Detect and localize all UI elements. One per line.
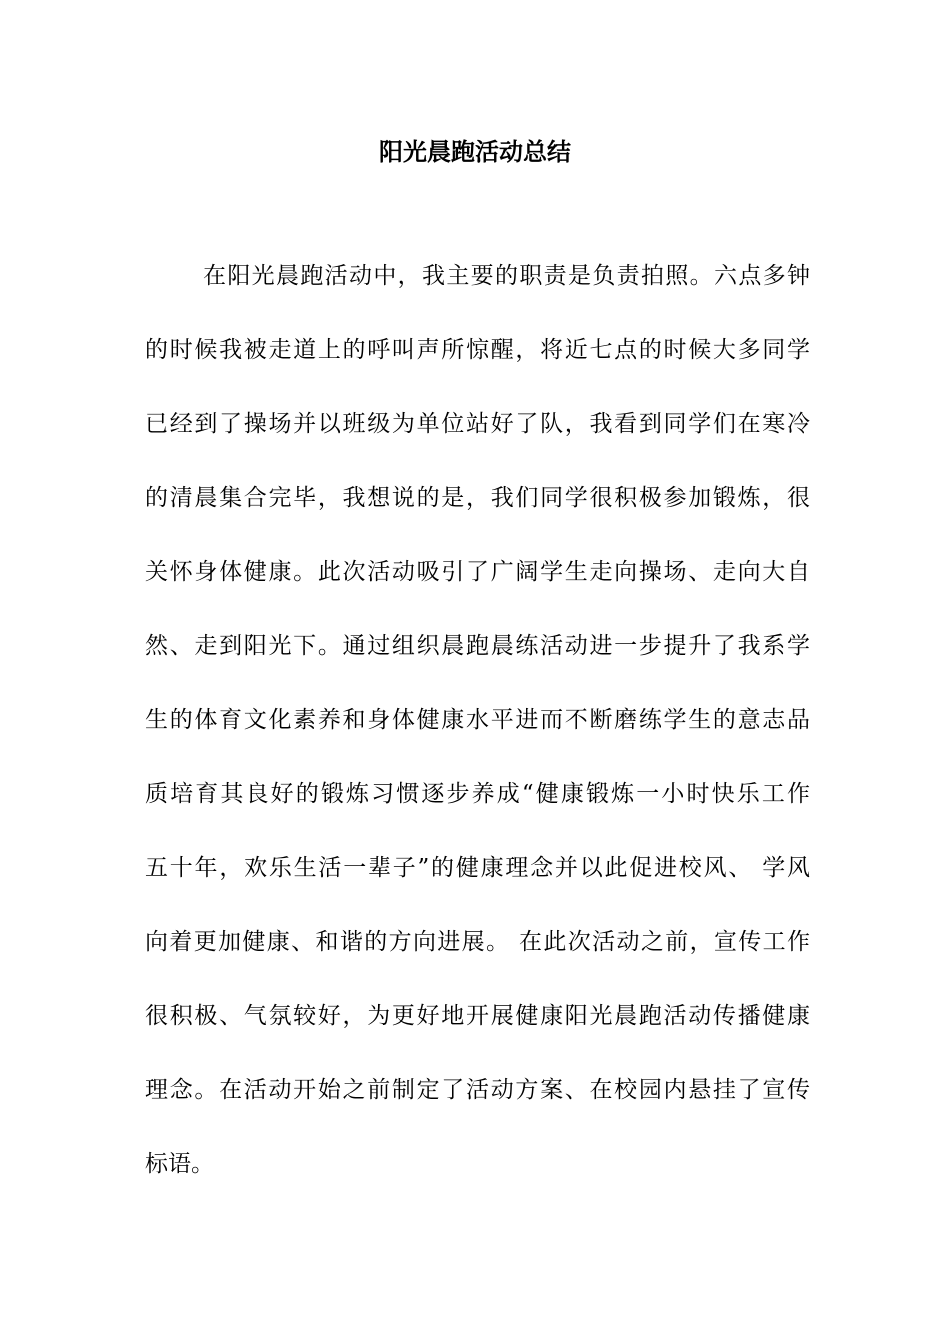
- body-line: 关怀身体健康。此次活动吸引了广阔学生走向操场、走向大自: [145, 559, 810, 585]
- body-line: 标语。: [145, 1151, 214, 1177]
- body-line: 的时候我被走道上的呼叫声所惊醒，将近七点的时候大多同学: [145, 337, 810, 363]
- body-line: 向着更加健康、和谐的方向进展。 在此次活动之前，宣传工作: [145, 929, 810, 955]
- body-line: 理念。在活动开始之前制定了活动方案、在校园内悬挂了宣传: [145, 1077, 810, 1103]
- document-title: 阳光晨跑活动总结: [379, 137, 571, 166]
- body-line: 在阳光晨跑活动中，我主要的职责是负责拍照。六点多钟: [203, 263, 810, 289]
- body-line: 的清晨集合完毕，我想说的是，我们同学很积极参加锻炼，很: [145, 485, 810, 511]
- document-body: [145, 256, 810, 1218]
- body-line: 生的体育文化素养和身体健康水平进而不断磨练学生的意志品: [145, 707, 810, 733]
- body-line: 很积极、气氛较好，为更好地开展健康阳光晨跑活动传播健康: [145, 1003, 810, 1029]
- body-line: 已经到了操场并以班级为单位站好了队，我看到同学们在寒冷: [145, 411, 810, 437]
- body-line: 质培育其良好的锻炼习惯逐步养成“健康锻炼一小时快乐工作: [145, 781, 810, 807]
- body-line: 然、走到阳光下。通过组织晨跑晨练活动进一步提升了我系学: [145, 633, 810, 659]
- body-line: 五十年，欢乐生活一辈子”的健康理念并以此促进校风、 学风: [145, 855, 810, 881]
